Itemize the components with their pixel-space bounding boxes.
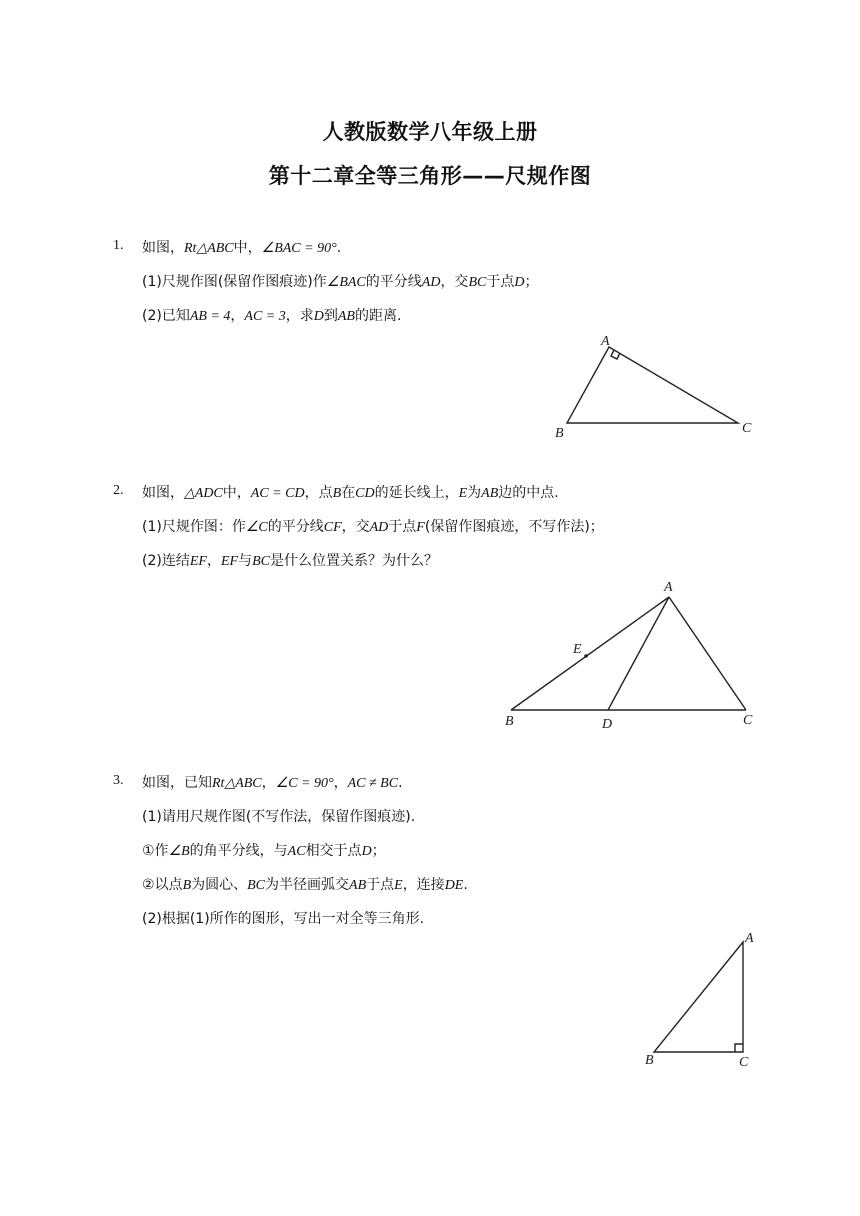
q3-right-angle-mark xyxy=(735,1044,743,1052)
q3-part2: (2)根据(1)所作的图形，写出一对全等三角形. xyxy=(142,911,425,927)
chapter-title: 第十二章全等三角形——尺规作图 xyxy=(268,164,592,188)
q2-label-A: A xyxy=(664,580,673,595)
q1-part1: (1)尺规作图(保留作图痕迹)作∠BAC的平分线AD，交BC于点D； xyxy=(142,274,539,290)
q3-number: 3. xyxy=(113,773,124,788)
q1-stem: 如图，Rt△ABC中，∠BAC = 90°. xyxy=(142,240,342,256)
q3-step2: ②以点B为圆心、BC为半径画弧交AB于点E，连接DE. xyxy=(142,877,468,893)
q2-stem: 如图，△ADC中，AC = CD，点B在CD的延长线上，E为AB边的中点. xyxy=(142,485,559,501)
q3-step1: ①作∠B的角平分线，与AC相交于点D； xyxy=(142,843,386,859)
q2-number: 2. xyxy=(113,483,124,498)
q2-label-E: E xyxy=(573,642,582,657)
q1-number: 1. xyxy=(113,238,124,253)
q1-label-A: A xyxy=(601,334,610,349)
q3-triangle xyxy=(654,942,743,1052)
q1-label-C: C xyxy=(742,421,752,436)
q2-label-C: C xyxy=(743,713,753,728)
q3-label-A: A xyxy=(745,931,754,946)
q3-stem: 如图，已知Rt△ABC，∠C = 90°，AC ≠ BC. xyxy=(142,775,403,791)
q2-part1: (1)尺规作图：作∠C的平分线CF，交AD于点F(保留作图痕迹，不写作法)； xyxy=(142,519,604,535)
q3-part1: (1)请用尺规作图(不写作法，保留作图痕迹). xyxy=(142,809,416,825)
q2-part2: (2)连结EF，EF与BC是什么位置关系？为什么？ xyxy=(142,553,438,569)
q1-label-B: B xyxy=(555,426,564,441)
document-title: 人教版数学八年级上册 xyxy=(322,120,538,144)
q3-label-B: B xyxy=(645,1053,654,1068)
q1-part2: (2)已知AB = 4，AC = 3，求D到AB的距离. xyxy=(142,308,402,324)
q2-label-B: B xyxy=(505,714,514,729)
q2-label-D: D xyxy=(602,717,613,732)
q3-label-C: C xyxy=(739,1055,749,1070)
